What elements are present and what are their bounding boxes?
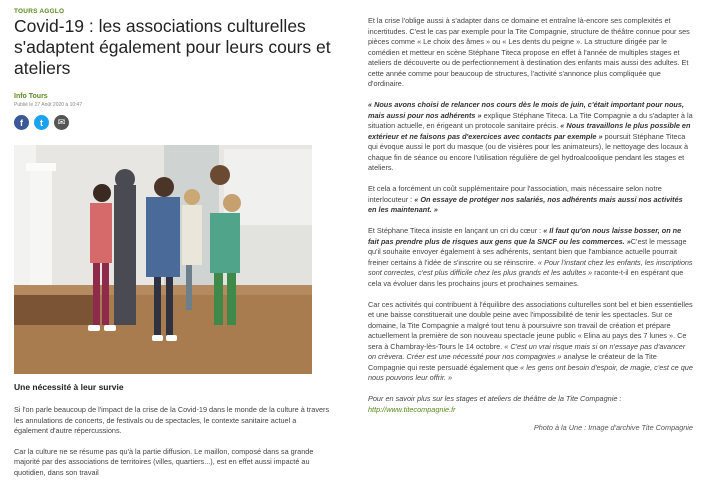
body-text: Et Stéphane Titeca insiste en lançant un cri du cœur :	[368, 226, 544, 235]
body-paragraph	[368, 394, 693, 415]
share-buttons	[14, 115, 332, 130]
article-kicker[interactable]: TOURS AGGLO	[14, 8, 65, 15]
italic-quote: « C'est un vrai risque mais si on n'essaye pas d'avancer on crèvera. Créer est une nécessité pour nos compagnies »	[368, 341, 686, 361]
quote: « Nous avons choisi de relancer nos cours dès le mois de juin, c'était important pour nous, mais aussi pour nos adhérents »	[368, 100, 684, 120]
body-paragraph	[368, 300, 693, 384]
quote: « On essaye de protéger nos salariés, nos adhérents mais aussi nos activités en les maintenant. »	[368, 194, 683, 214]
body-text: poursuit Stéphane Titeca qui évoque aussi le port du masque (ou de visières pour les animateurs), le nettoyage des locaux à chaque fin de séance ou encore l'utilisation régulière de gel hydroalcoolique pendant les stages et ateliers.	[368, 131, 689, 172]
body-paragraph: Et la crise l'oblige aussi à s'adapter dans ce domaine et entraîne là-encore ses complexités et incertitudes. C'est le cas par exemple pour la Tite Compagnie, structure de théâtre connue pour ses pièces comme « Le choix des âmes » ou « Les dents du peigne ». La structure dirigée par le comédien et metteur en scène Stéphane Titeca propose en effet à l'année de multiples stages et ateliers de découverte ou de perfectionnement à destination des enfants mais aussi des adultes. Et cette année comme pour beaucoup de structures, l'activité s'annonce plus compliquée que d'ordinaire.	[368, 16, 690, 88]
body-text: explique Stéphane Titeca. La Tite Compagnie a du s'adapter à la situation actuelle, en érigeant un protocole sanitaire précis.	[368, 110, 693, 130]
body-text: Car ces activités qui contribuent à l'équilibre des associations culturelles sont bel et bien essentielles et une baisse constituerait une double peine avec l'impossibilité de tenir les spectacles. Sur ce domaine, la Tite Compagnie a malgré tout tenu à poursuivre son travail de création et prépare actuellement la première de son nouveau spectacle jeune public « Elina au pays des 7 lunes ». Ce sera à Chambray-lès-Tours le 14 octobre.	[368, 299, 693, 351]
left-column	[14, 8, 332, 500]
body-paragraph: Car la culture ne se résume pas qu'à la partie diffusion. Le maillon, composé dans sa grande majorité par des associations de territoires (villes, quartiers...), est en effet aussi impacté au quotidien, dans son travail	[14, 446, 314, 477]
more-info-text: Pour en savoir plus sur les stages et ateliers de théâtre de la Tite Compagnie :	[368, 394, 622, 403]
body-text: C'est le message qu'il souhaite envoyer également à ses adhérents, sentant bien que l'ambiance actuelle pourrait freiner certains à l'idée de s'inscrire ou se réinscrire.	[368, 236, 687, 267]
quote: « Il faut qu'on nous laisse bosser, on ne fait pas prendre plus de risques aux gens que la SNCF ou les commerces. »	[368, 226, 682, 246]
body-paragraph	[368, 184, 693, 216]
article-subhead: Une nécessité à leur survie	[14, 382, 124, 392]
body-text: Et cela a forcément un coût supplémentaire pour l'association, mais nécessaire selon notre interlocuteur :	[368, 184, 662, 204]
article-source[interactable]: Info Tours	[14, 93, 48, 100]
italic-quote: « Pour l'instant chez les enfants, les inscriptions sont correctes, c'est plus difficile chez les plus grands et les adultes »	[368, 257, 693, 277]
publish-date: Publié le 27 Août 2020 à 10:47	[14, 102, 83, 108]
photo-credit: Photo à la Une : Image d'archive Tite Compagnie	[533, 423, 693, 432]
article-title: Covid-19 : les associations culturelles s'adaptent également pour leurs cours et ateliers	[14, 16, 331, 78]
facebook-icon[interactable]: f	[14, 115, 29, 130]
body-text: raconte-t-il en espérant que cela va évoluer dans les prochains jours et prochaines semaines.	[368, 268, 684, 288]
twitter-icon[interactable]: t	[34, 115, 49, 130]
italic-quote: « les gens ont besoin d'espoir, de magie, c'est ce que nous pouvons leur offrir. »	[368, 362, 693, 382]
body-text: analyse le créateur de la Tite Compagnie qui reste persuadé également que	[368, 352, 657, 372]
body-paragraph: Si l'on parle beaucoup de l'impact de la crise de la Covid-19 dans le monde de la culture à travers les annulations de concerts, de festivals ou de spectacles, le contexte sanitaire actuel a également d'autre répercussions.	[14, 405, 330, 435]
article-photo	[14, 145, 312, 374]
email-icon[interactable]: ✉	[54, 115, 69, 130]
right-column	[368, 16, 693, 500]
website-link[interactable]: http://www.titecompagnie.fr	[368, 404, 456, 414]
body-paragraph	[368, 100, 693, 174]
body-paragraph	[368, 226, 693, 289]
quote: « Nous travaillons le plus possible en extérieur et ne faisons pas d'exercices avec contacts par exemple »	[368, 121, 691, 141]
